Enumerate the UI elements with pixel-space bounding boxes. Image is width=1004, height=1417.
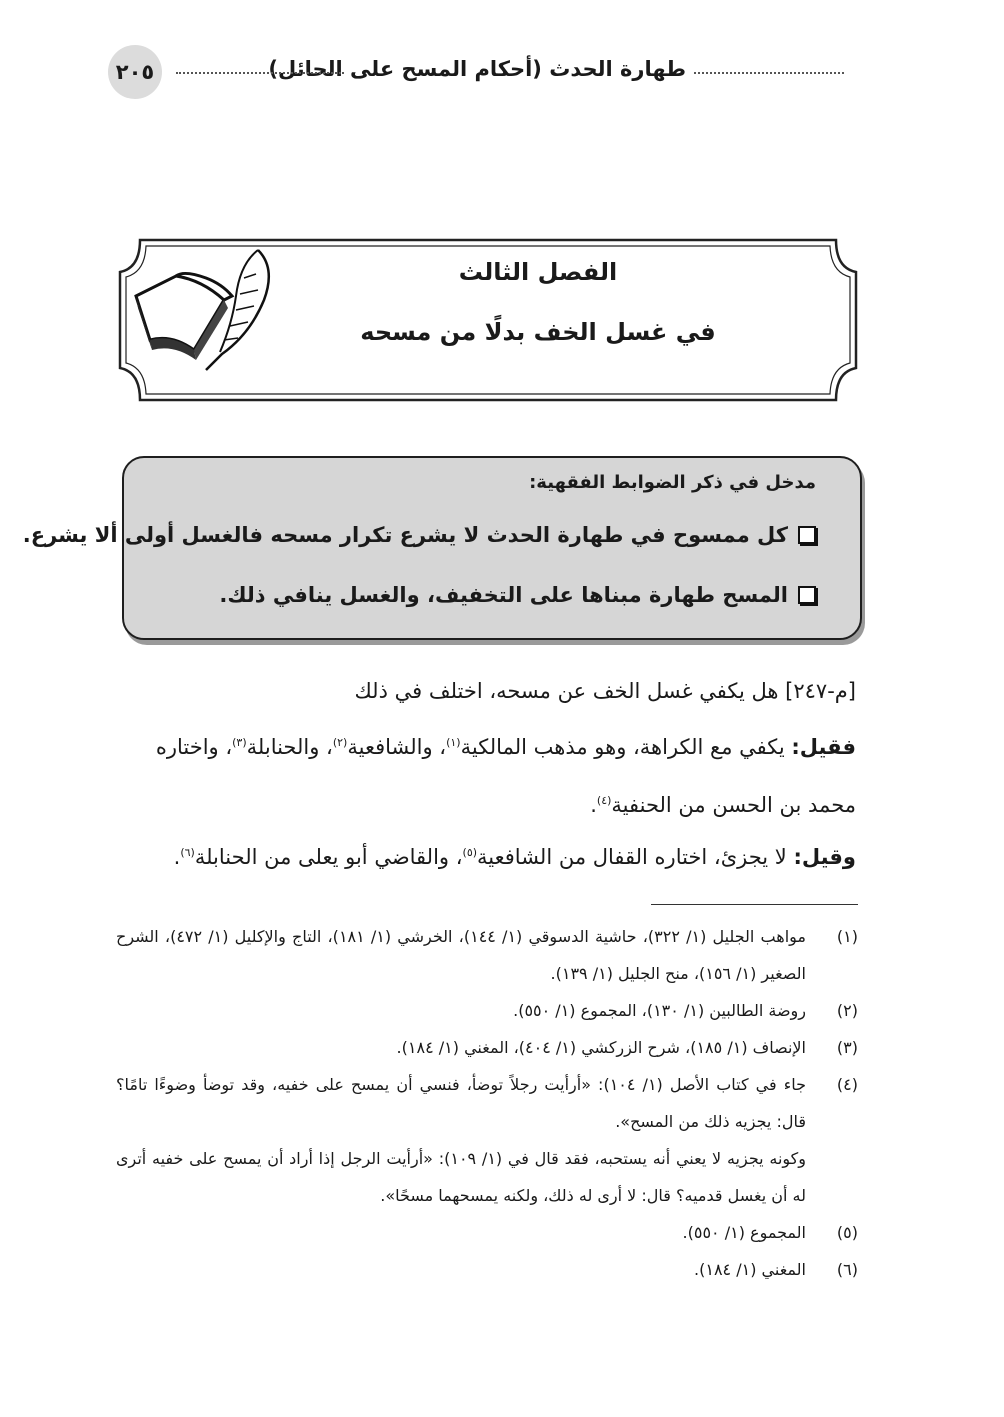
footnote-ref[interactable]: (٤) bbox=[596, 794, 612, 807]
footnote-text: المغني (١/ ١٨٤). bbox=[694, 1260, 806, 1279]
footnote-item bbox=[116, 1251, 858, 1288]
second-opinion-paragraph bbox=[120, 826, 856, 884]
footnote-separator bbox=[651, 904, 858, 905]
opinion-lead: وقيل: bbox=[793, 845, 856, 869]
chapter-label: الفصل الثالث bbox=[458, 258, 618, 286]
first-opinion-paragraph bbox=[120, 716, 856, 832]
header-dotted-leader-left bbox=[176, 72, 344, 74]
chapter-title: في غسل الخف بدلًا من مسحه bbox=[360, 318, 716, 346]
running-title: طهارة الحدث (أحكام المسح على الحائل) bbox=[268, 57, 686, 81]
paragraph-text: ، والحنابلة bbox=[246, 735, 333, 759]
footnote-ref[interactable]: (٣) bbox=[232, 736, 247, 749]
page-number: ٢٠٥ bbox=[108, 45, 162, 99]
footnote-ref[interactable]: (٦) bbox=[180, 846, 195, 859]
footnotes bbox=[116, 918, 858, 1288]
rules-heading: مدخل في ذكر الضوابط الفقهية: bbox=[529, 472, 816, 493]
footnote-ref[interactable]: (١) bbox=[446, 736, 461, 749]
checkbox-icon bbox=[798, 586, 816, 604]
footnote-number: (١) bbox=[836, 927, 858, 946]
question-paragraph: [م-٢٤٧] هل يكفي غسل الخف عن مسحه، اختلف في ذلك bbox=[354, 679, 856, 703]
footnote-text: المجموع (١/ ٥٥٠). bbox=[682, 1223, 806, 1242]
paragraph-text: ، والقاضي أبو يعلى من الحنابلة bbox=[194, 845, 463, 869]
paragraph-text: ، والشافعية bbox=[347, 735, 447, 759]
rule-item bbox=[219, 583, 816, 607]
paragraph-text: . bbox=[173, 845, 181, 869]
footnote-text: روضة الطالبين (١/ ١٣٠)، المجموع (١/ ٥٥٠). bbox=[513, 1001, 806, 1020]
footnote-text: جاء في كتاب الأصل (١/ ١٠٤): «أرأيت رجلاً توضأ، فنسي أن يمسح على خفيه، وقد توضأ وضوءًا تامًا؟ قال: يجزيه ذلك من المسح». bbox=[116, 1075, 806, 1131]
footnote-ref[interactable]: (٥) bbox=[462, 846, 478, 859]
footnote-continuation: وكونه يجزيه لا يعني أنه يستحبه، فقد قال في (١/ ١٠٩): «أرأيت الرجل إذا أراد أن يمسح على خفيه أترى له أن يغسل قدميه؟ قال: لا أرى له ذلك، ولكنه يمسحهما مسحًا». bbox=[116, 1149, 807, 1205]
footnote-number: (٢) bbox=[836, 1001, 858, 1020]
footnote-item bbox=[116, 918, 858, 992]
footnote-item bbox=[116, 1066, 858, 1140]
footnote-item bbox=[116, 1214, 858, 1251]
rule-text: كل ممسوح في طهارة الحدث لا يشرع تكرار مسحه فالغسل أولى ألا يشرع. bbox=[22, 523, 788, 547]
paragraph-text: . bbox=[590, 793, 597, 817]
footnote-number: (٥) bbox=[836, 1223, 858, 1242]
footnote-text: مواهب الجليل (١/ ٣٢٢)، حاشية الدسوقي (١/ ١٤٤)، الخرشي (١/ ١٨١)، التاج والإكليل (١/ ٤٧٢)، الشرح الصغير (١/ ١٥٦)، منح الجليل (١/ ١٣٩). bbox=[116, 927, 806, 983]
book-and-quill-icon bbox=[132, 248, 280, 373]
footnote-text: الإنصاف (١/ ١٨٥)، شرح الزركشي (١/ ٤٠٤)، المغني (١/ ١٨٤). bbox=[396, 1038, 806, 1057]
footnote-number: (٦) bbox=[836, 1260, 858, 1279]
paragraph-text: لا يجزئ، اختاره القفال من الشافعية bbox=[477, 845, 794, 869]
footnote-number: (٣) bbox=[836, 1038, 858, 1057]
paragraph-text: يكفي مع الكراهة، وهو مذهب المالكية bbox=[460, 735, 792, 759]
footnote-number: (٤) bbox=[836, 1075, 858, 1094]
footnote-item bbox=[116, 992, 858, 1029]
checkbox-icon bbox=[798, 526, 816, 544]
paragraph-text: ، واختاره محمد بن الحسن من الحنفية bbox=[155, 735, 856, 817]
header-dotted-leader-right bbox=[694, 72, 844, 74]
rule-text: المسح طهارة مبناها على التخفيف، والغسل ينافي ذلك. bbox=[219, 583, 788, 607]
rule-item bbox=[23, 523, 816, 547]
footnote-ref[interactable]: (٢) bbox=[332, 736, 348, 749]
opinion-lead: فقيل: bbox=[791, 735, 856, 759]
footnote-item bbox=[116, 1029, 858, 1066]
